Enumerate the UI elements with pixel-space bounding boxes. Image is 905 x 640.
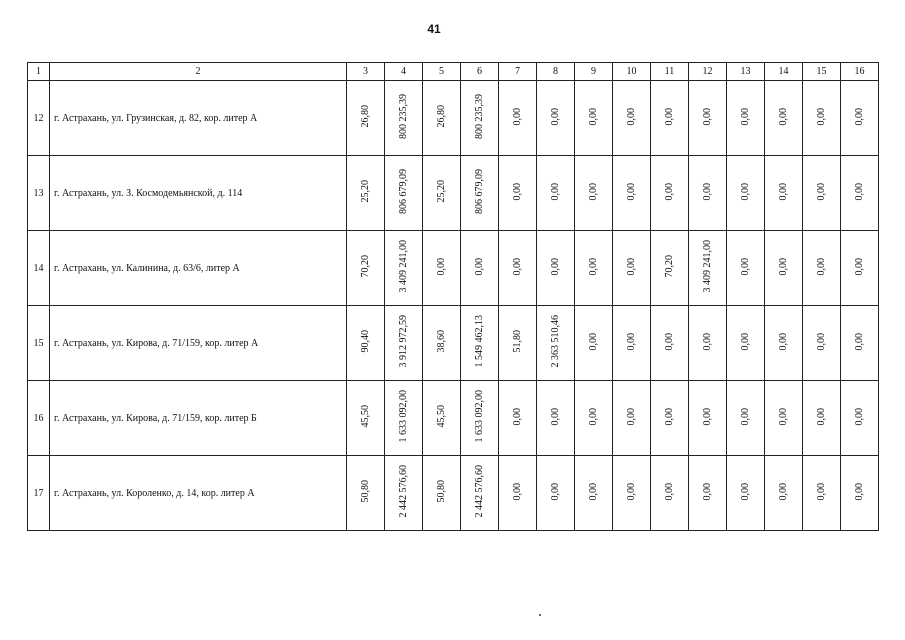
value-text: 50,80 xyxy=(435,480,447,503)
value-cell xyxy=(841,456,879,531)
value-cell xyxy=(651,306,689,381)
value-cell xyxy=(841,156,879,231)
value-text: 806 679,09 xyxy=(473,169,485,214)
value-cell xyxy=(537,381,575,456)
value-cell xyxy=(499,156,537,231)
page-number: 41 xyxy=(427,22,441,36)
header-cell: 16 xyxy=(841,63,879,81)
row-number: 16 xyxy=(28,381,50,456)
value-text: 45,50 xyxy=(435,405,447,428)
value-text: 25,20 xyxy=(359,180,371,203)
value-text: 0,00 xyxy=(777,182,789,201)
value-text: 0,00 xyxy=(815,482,827,501)
value-cell xyxy=(803,456,841,531)
value-text: 800 235,39 xyxy=(473,94,485,139)
value-text: 1 633 092,00 xyxy=(473,390,485,443)
value-cell xyxy=(613,381,651,456)
value-text: 0,00 xyxy=(739,407,751,426)
value-text: 0,00 xyxy=(625,257,637,276)
value-text: 0,00 xyxy=(625,407,637,426)
value-text: 0,00 xyxy=(853,182,865,201)
value-text: 0,00 xyxy=(739,107,751,126)
value-cell xyxy=(765,381,803,456)
value-cell xyxy=(347,231,385,306)
value-text: 0,00 xyxy=(511,182,523,201)
value-cell xyxy=(727,456,765,531)
value-text: 0,00 xyxy=(853,332,865,351)
value-cell xyxy=(727,231,765,306)
value-cell xyxy=(651,81,689,156)
value-text: 0,00 xyxy=(663,332,675,351)
table-row xyxy=(28,81,879,156)
value-cell xyxy=(537,156,575,231)
value-cell xyxy=(385,156,423,231)
value-cell xyxy=(461,381,499,456)
address-cell: г. Астрахань, ул. Кирова, д. 71/159, кор. литер Б xyxy=(50,381,347,456)
address-cell: г. Астрахань, ул. Кирова, д. 71/159, кор. литер А xyxy=(50,306,347,381)
header-cell: 12 xyxy=(689,63,727,81)
table-row xyxy=(28,456,879,531)
value-cell xyxy=(651,231,689,306)
address-cell: г. Астрахань, ул. Грузинская, д. 82, кор. литер А xyxy=(50,81,347,156)
value-text: 0,00 xyxy=(549,257,561,276)
value-cell xyxy=(499,231,537,306)
value-text: 0,00 xyxy=(701,482,713,501)
header-cell: 8 xyxy=(537,63,575,81)
value-text: 3 912 972,59 xyxy=(397,315,409,368)
value-cell xyxy=(689,456,727,531)
value-cell xyxy=(765,231,803,306)
header-row xyxy=(28,63,879,81)
header-cell: 13 xyxy=(727,63,765,81)
value-text: 26,80 xyxy=(435,105,447,128)
value-text: 70,20 xyxy=(663,255,675,278)
row-number: 17 xyxy=(28,456,50,531)
value-text: 0,00 xyxy=(777,407,789,426)
value-cell xyxy=(347,306,385,381)
value-text: 0,00 xyxy=(663,182,675,201)
value-cell xyxy=(575,306,613,381)
value-text: 0,00 xyxy=(549,482,561,501)
value-text: 0,00 xyxy=(549,107,561,126)
value-cell xyxy=(385,381,423,456)
value-cell xyxy=(347,156,385,231)
value-text: 0,00 xyxy=(815,332,827,351)
value-cell xyxy=(803,156,841,231)
value-text: 0,00 xyxy=(549,407,561,426)
value-cell xyxy=(461,81,499,156)
data-table xyxy=(27,62,879,531)
value-text: 0,00 xyxy=(739,332,751,351)
value-text: 0,00 xyxy=(587,332,599,351)
row-number: 15 xyxy=(28,306,50,381)
header-cell: 7 xyxy=(499,63,537,81)
value-text: 2 363 510,46 xyxy=(549,315,561,368)
value-cell xyxy=(537,231,575,306)
value-cell xyxy=(575,381,613,456)
header-cell: 2 xyxy=(50,63,347,81)
value-cell xyxy=(841,381,879,456)
address-cell: г. Астрахань, ул. Короленко, д. 14, кор. литер А xyxy=(50,456,347,531)
value-cell xyxy=(575,81,613,156)
value-cell xyxy=(499,306,537,381)
value-cell xyxy=(727,381,765,456)
value-cell xyxy=(499,81,537,156)
header-cell: 15 xyxy=(803,63,841,81)
value-text: 51,80 xyxy=(511,330,523,353)
value-text: 0,00 xyxy=(587,182,599,201)
value-cell xyxy=(689,306,727,381)
value-text: 0,00 xyxy=(815,107,827,126)
address-cell: г. Астрахань, ул. Калинина, д. 63/6, литер А xyxy=(50,231,347,306)
header-cell: 11 xyxy=(651,63,689,81)
value-text: 0,00 xyxy=(853,482,865,501)
value-text: 0,00 xyxy=(701,332,713,351)
value-text: 0,00 xyxy=(777,107,789,126)
value-text: 0,00 xyxy=(739,482,751,501)
value-cell xyxy=(385,81,423,156)
value-cell xyxy=(613,306,651,381)
value-cell xyxy=(537,81,575,156)
value-text: 0,00 xyxy=(701,182,713,201)
value-cell xyxy=(575,156,613,231)
header-cell: 4 xyxy=(385,63,423,81)
header-cell: 10 xyxy=(613,63,651,81)
value-text: 0,00 xyxy=(815,257,827,276)
value-cell xyxy=(575,456,613,531)
table-row xyxy=(28,381,879,456)
row-number: 14 xyxy=(28,231,50,306)
value-text: 0,00 xyxy=(473,257,485,276)
value-text: 0,00 xyxy=(739,257,751,276)
value-cell xyxy=(613,81,651,156)
value-cell xyxy=(803,381,841,456)
value-cell xyxy=(347,81,385,156)
value-text: 3 409 241,00 xyxy=(701,240,713,293)
row-number: 13 xyxy=(28,156,50,231)
value-text: 0,00 xyxy=(511,257,523,276)
header-cell: 14 xyxy=(765,63,803,81)
table-row xyxy=(28,231,879,306)
value-cell xyxy=(461,156,499,231)
value-cell xyxy=(347,456,385,531)
value-text: 800 235,39 xyxy=(397,94,409,139)
value-text: 0,00 xyxy=(587,482,599,501)
value-cell xyxy=(423,231,461,306)
header-cell: 5 xyxy=(423,63,461,81)
value-text: 0,00 xyxy=(739,182,751,201)
value-text: 0,00 xyxy=(625,182,637,201)
value-text: 0,00 xyxy=(511,107,523,126)
value-cell xyxy=(461,456,499,531)
value-cell xyxy=(347,381,385,456)
value-text: 0,00 xyxy=(625,107,637,126)
value-text: 0,00 xyxy=(701,407,713,426)
value-cell xyxy=(423,306,461,381)
value-cell xyxy=(803,306,841,381)
value-text: 0,00 xyxy=(853,107,865,126)
value-text: 26,80 xyxy=(359,105,371,128)
value-text: 0,00 xyxy=(777,257,789,276)
value-cell xyxy=(423,81,461,156)
value-cell xyxy=(803,81,841,156)
value-text: 38,60 xyxy=(435,330,447,353)
value-cell xyxy=(841,81,879,156)
value-text: 0,00 xyxy=(815,182,827,201)
value-text: 0,00 xyxy=(777,482,789,501)
value-text: 0,00 xyxy=(549,182,561,201)
value-cell xyxy=(727,81,765,156)
address-cell: г. Астрахань, ул. З. Космодемьянской, д. 114 xyxy=(50,156,347,231)
value-text: 0,00 xyxy=(853,257,865,276)
value-cell xyxy=(765,81,803,156)
value-cell xyxy=(385,306,423,381)
value-cell xyxy=(765,306,803,381)
value-cell xyxy=(689,231,727,306)
value-text: 0,00 xyxy=(815,407,827,426)
value-text: 1 633 092,00 xyxy=(397,390,409,443)
value-cell xyxy=(651,456,689,531)
value-cell xyxy=(651,381,689,456)
value-text: 0,00 xyxy=(435,257,447,276)
value-text: 0,00 xyxy=(511,482,523,501)
value-cell xyxy=(765,156,803,231)
value-cell xyxy=(385,456,423,531)
value-cell xyxy=(765,456,803,531)
scan-speck xyxy=(539,614,541,616)
value-text: 1 549 462,13 xyxy=(473,315,485,368)
value-text: 806 679,09 xyxy=(397,169,409,214)
value-text: 0,00 xyxy=(625,482,637,501)
header-cell: 3 xyxy=(347,63,385,81)
value-cell xyxy=(423,156,461,231)
header-cell: 6 xyxy=(461,63,499,81)
value-text: 0,00 xyxy=(853,407,865,426)
value-cell xyxy=(841,231,879,306)
header-cell: 1 xyxy=(28,63,50,81)
value-text: 90,40 xyxy=(359,330,371,353)
value-cell xyxy=(423,456,461,531)
value-cell xyxy=(689,156,727,231)
value-cell xyxy=(841,306,879,381)
value-text: 0,00 xyxy=(701,107,713,126)
value-cell xyxy=(499,381,537,456)
value-cell xyxy=(575,231,613,306)
header-cell: 9 xyxy=(575,63,613,81)
table-row xyxy=(28,156,879,231)
value-cell xyxy=(803,231,841,306)
value-text: 0,00 xyxy=(587,107,599,126)
value-text: 0,00 xyxy=(663,107,675,126)
value-text: 25,20 xyxy=(435,180,447,203)
value-text: 0,00 xyxy=(587,407,599,426)
value-cell xyxy=(613,156,651,231)
value-text: 0,00 xyxy=(663,407,675,426)
value-text: 70,20 xyxy=(359,255,371,278)
value-cell xyxy=(499,456,537,531)
value-text: 0,00 xyxy=(511,407,523,426)
value-cell xyxy=(727,156,765,231)
value-cell xyxy=(689,381,727,456)
value-cell xyxy=(613,231,651,306)
value-cell xyxy=(461,306,499,381)
value-cell xyxy=(689,81,727,156)
value-cell xyxy=(651,156,689,231)
value-text: 0,00 xyxy=(663,482,675,501)
value-text: 50,80 xyxy=(359,480,371,503)
value-cell xyxy=(537,306,575,381)
row-number: 12 xyxy=(28,81,50,156)
value-cell xyxy=(385,231,423,306)
value-cell xyxy=(537,456,575,531)
value-text: 45,50 xyxy=(359,405,371,428)
value-text: 2 442 576,60 xyxy=(397,465,409,518)
value-text: 0,00 xyxy=(587,257,599,276)
value-cell xyxy=(613,456,651,531)
value-cell xyxy=(727,306,765,381)
value-text: 2 442 576,60 xyxy=(473,465,485,518)
value-cell xyxy=(461,231,499,306)
value-cell xyxy=(423,381,461,456)
table-row xyxy=(28,306,879,381)
value-text: 0,00 xyxy=(777,332,789,351)
value-text: 0,00 xyxy=(625,332,637,351)
value-text: 3 409 241,00 xyxy=(397,240,409,293)
